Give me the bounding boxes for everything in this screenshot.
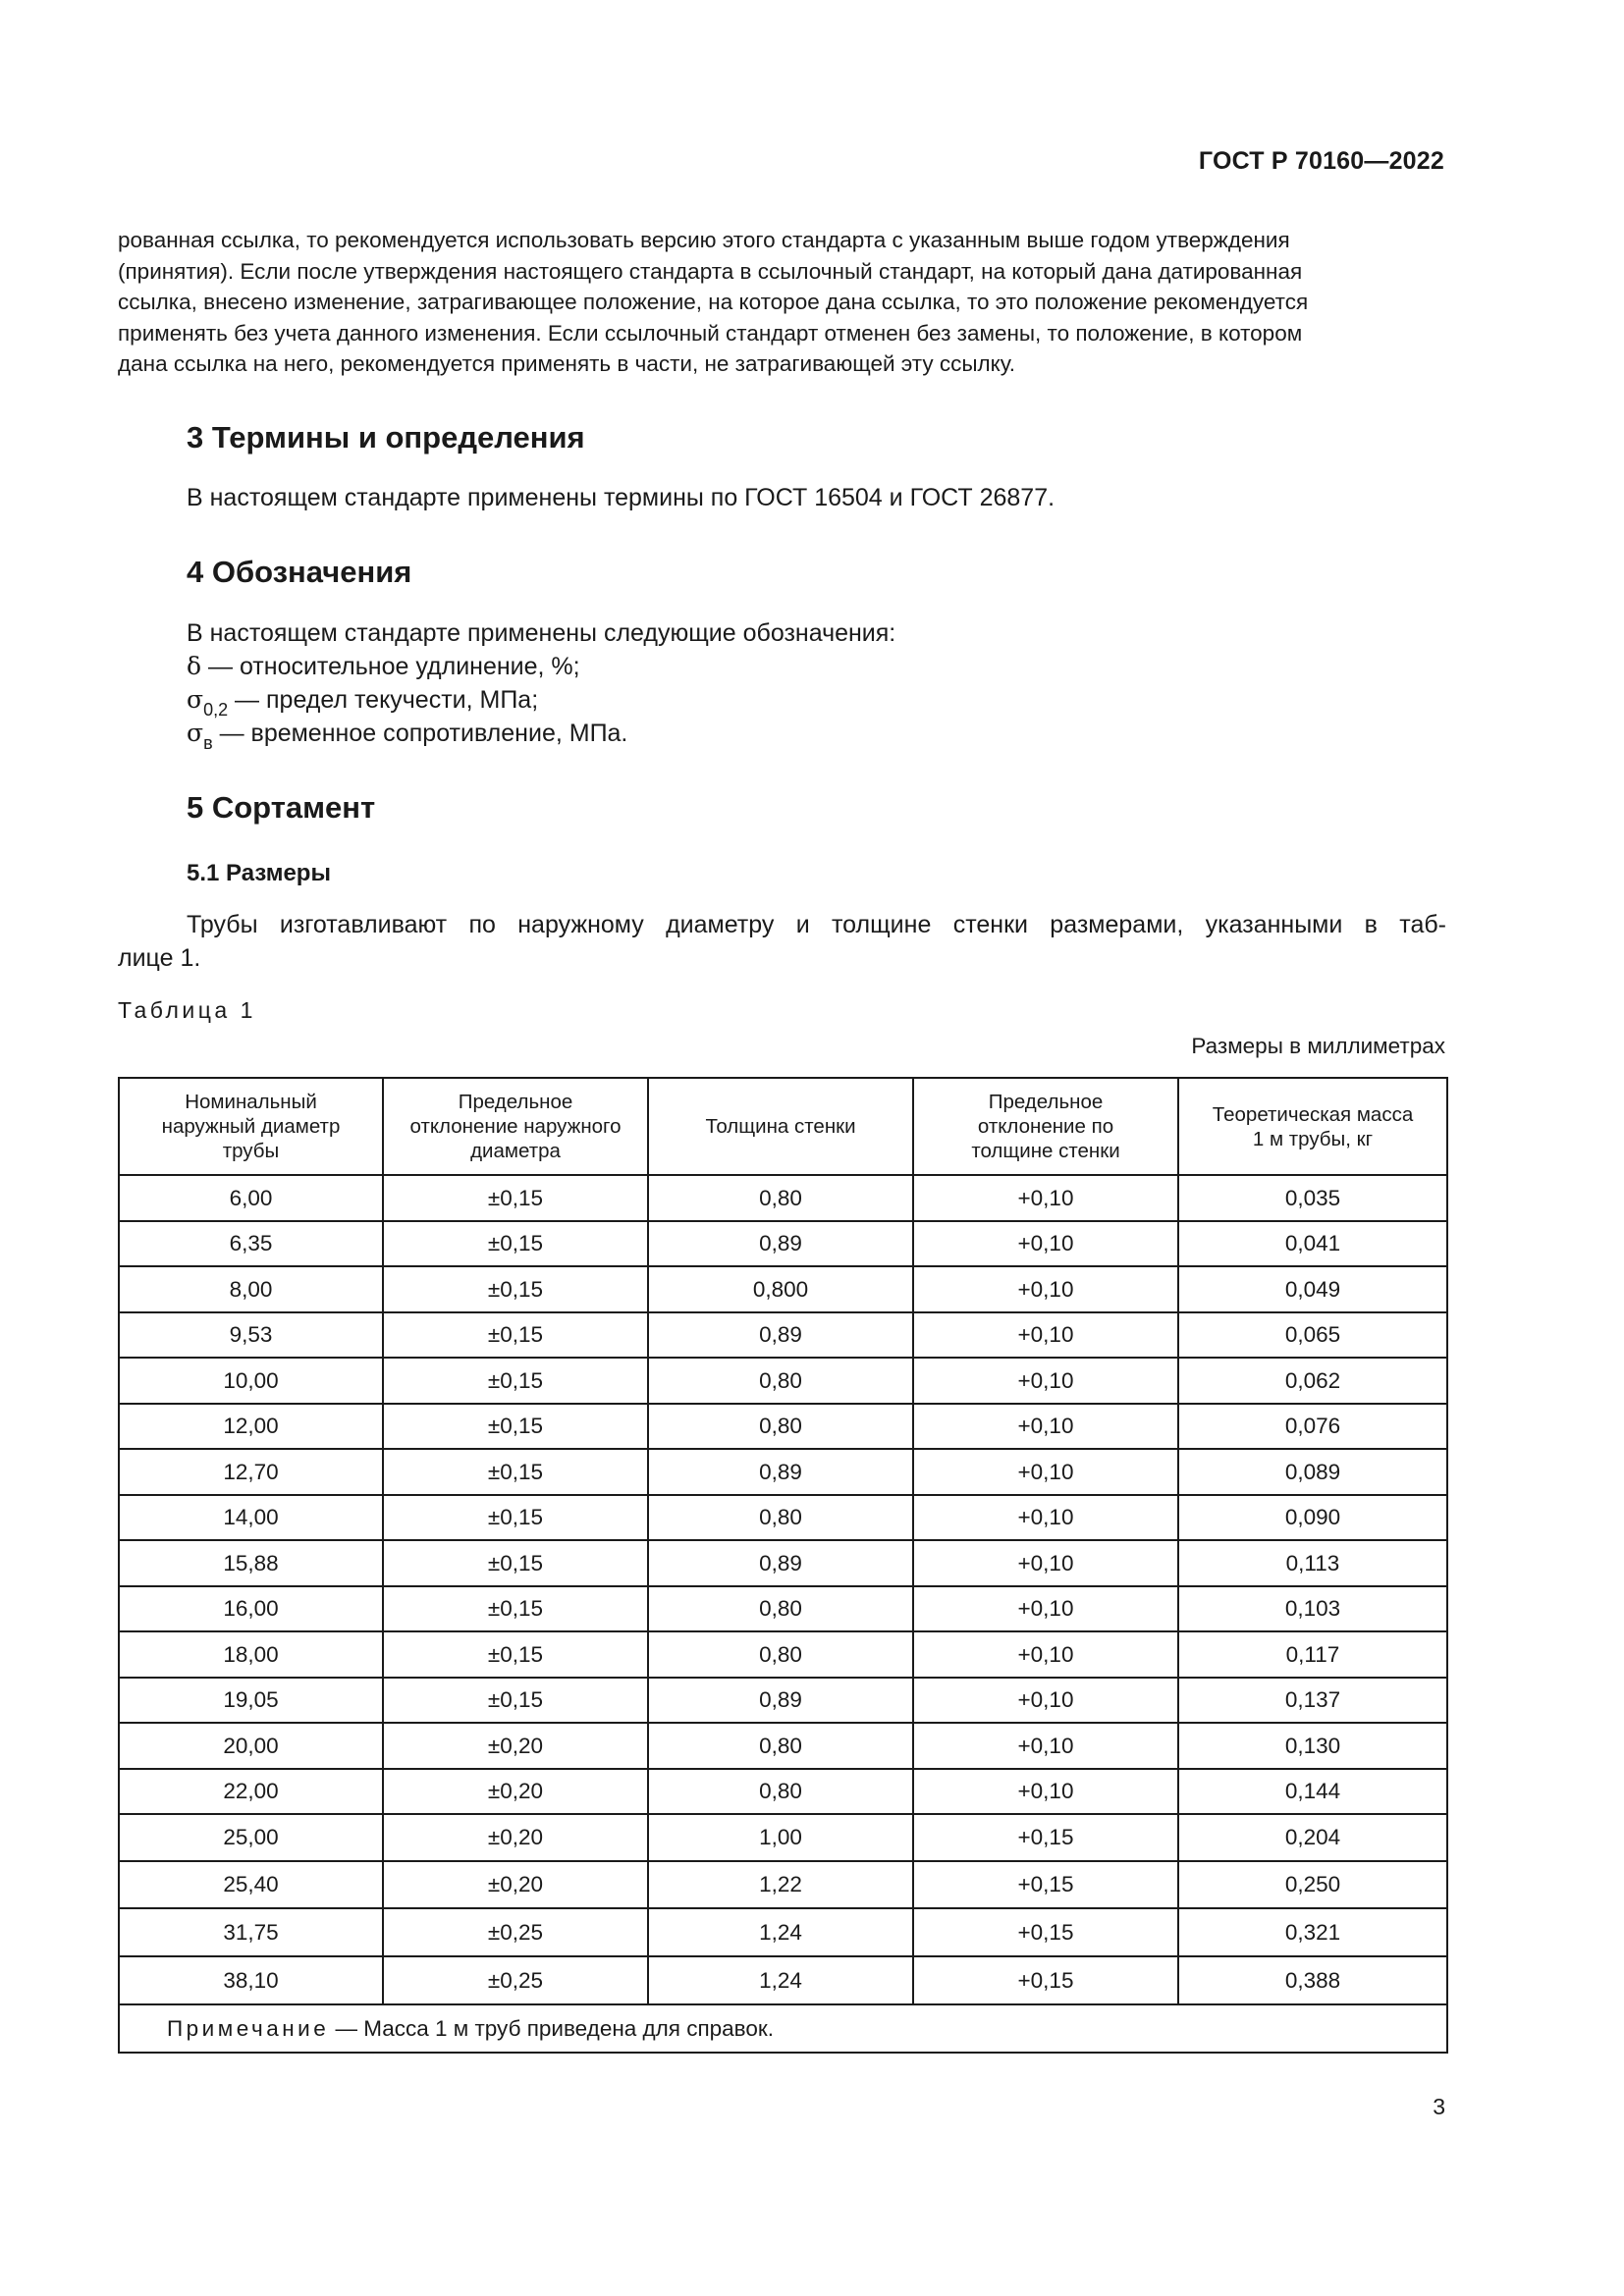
table-row <box>119 1678 1447 1723</box>
table-cell: ±0,15 <box>383 1358 648 1404</box>
table-cell: 31,75 <box>119 1908 383 1956</box>
table-cell: +0,10 <box>913 1312 1178 1358</box>
table-cell: 0,041 <box>1178 1221 1447 1266</box>
table-cell: ±0,15 <box>383 1221 648 1266</box>
table-row <box>119 1586 1447 1631</box>
table-row <box>119 1769 1447 1814</box>
table-cell: ±0,15 <box>383 1586 648 1631</box>
table-cell: 6,35 <box>119 1221 383 1266</box>
table-cell: ±0,25 <box>383 1956 648 2004</box>
table-cell: 25,00 <box>119 1814 383 1861</box>
table-cell: +0,10 <box>913 1175 1178 1221</box>
table-cell: +0,15 <box>913 1908 1178 1956</box>
note-text: — Масса 1 м труб приведена для справок. <box>329 2015 774 2041</box>
table-row <box>119 1956 1447 2004</box>
table-cell: 10,00 <box>119 1358 383 1404</box>
table-cell: 0,117 <box>1178 1631 1447 1678</box>
table-cell: 0,089 <box>1178 1449 1447 1495</box>
table-row <box>119 1221 1447 1266</box>
table-cell: 0,80 <box>648 1769 913 1814</box>
column-header-line: наружный диаметр <box>161 1115 341 1138</box>
table-cell: 1,24 <box>648 1908 913 1956</box>
intro-line: применять без учета данного изменения. Если ссылочный стандарт отменен без замены, то положение, в котором <box>118 320 1303 346</box>
table-cell: ±0,20 <box>383 1723 648 1769</box>
table-cell: 0,89 <box>648 1221 913 1266</box>
column-header-line: отклонение наружного <box>409 1115 622 1138</box>
sigma-symbol: σ <box>187 685 204 714</box>
section-3-text: В настоящем стандарте применены термины по ГОСТ 16504 и ГОСТ 26877. <box>187 484 1056 511</box>
column-header-line: Теоретическая масса <box>1212 1102 1414 1126</box>
table-row <box>119 1814 1447 1861</box>
table-cell: 0,103 <box>1178 1586 1447 1631</box>
section-5-text-line: лице 1. <box>118 944 201 972</box>
table-row <box>119 1861 1447 1908</box>
subsection-5-1-title: 5.1 Размеры <box>187 860 331 886</box>
table-cell: +0,10 <box>913 1221 1178 1266</box>
table-note-row <box>119 2004 1447 2053</box>
table-row <box>119 1404 1447 1449</box>
table-cell: 0,80 <box>648 1358 913 1404</box>
column-header <box>119 1078 383 1175</box>
table-row <box>119 1540 1447 1586</box>
subscript: в <box>203 733 213 753</box>
table-cell: 1,22 <box>648 1861 913 1908</box>
table-cell: 19,05 <box>119 1678 383 1723</box>
table-cell: ±0,15 <box>383 1266 648 1312</box>
table-cell: 1,24 <box>648 1956 913 2004</box>
table-cell: 0,89 <box>648 1449 913 1495</box>
column-header <box>913 1078 1178 1175</box>
table-cell: 0,062 <box>1178 1358 1447 1404</box>
sigma-symbol: σ <box>187 719 204 747</box>
table-row <box>119 1631 1447 1678</box>
table-cell: 0,137 <box>1178 1678 1447 1723</box>
section-5-title: 5 Сортамент <box>187 790 376 825</box>
table-header-row <box>119 1078 1447 1175</box>
table-cell: ±0,15 <box>383 1540 648 1586</box>
table-cell: 0,89 <box>648 1540 913 1586</box>
table-cell: +0,15 <box>913 1956 1178 2004</box>
table-cell: 20,00 <box>119 1723 383 1769</box>
table-cell: 0,800 <box>648 1266 913 1312</box>
table-caption: Таблица 1 <box>118 997 256 1023</box>
table-cell: 16,00 <box>119 1586 383 1631</box>
table-row <box>119 1175 1447 1221</box>
table-note <box>119 2004 1447 2053</box>
intro-line: дана ссылка на него, рекомендуется применять в части, не затрагивающей эту ссылку. <box>118 351 1015 376</box>
table-cell: ±0,15 <box>383 1631 648 1678</box>
table-cell: 0,89 <box>648 1678 913 1723</box>
document-id: ГОСТ Р 70160—2022 <box>1198 147 1444 175</box>
table-cell: ±0,15 <box>383 1449 648 1495</box>
table-cell: 25,40 <box>119 1861 383 1908</box>
table-cell: +0,10 <box>913 1358 1178 1404</box>
table-cell: 0,035 <box>1178 1175 1447 1221</box>
column-header-line: трубы <box>222 1140 280 1162</box>
table-cell: 0,204 <box>1178 1814 1447 1861</box>
column-header <box>383 1078 648 1175</box>
designation-item <box>187 650 580 683</box>
table-cell: 22,00 <box>119 1769 383 1814</box>
designation-item <box>187 683 538 719</box>
column-header <box>1178 1078 1447 1175</box>
section-5-text-line: Трубы изготавливают по наружному диаметру и толщине стенки размерами, указанными в таб- <box>187 911 1446 938</box>
table-cell: 0,113 <box>1178 1540 1447 1586</box>
delta-symbol: δ <box>187 652 202 680</box>
table-cell: 0,321 <box>1178 1908 1447 1956</box>
table-cell: 0,090 <box>1178 1495 1447 1540</box>
table-row <box>119 1495 1447 1540</box>
table-cell: 0,80 <box>648 1404 913 1449</box>
designation-item <box>187 717 627 752</box>
table-cell: 0,130 <box>1178 1723 1447 1769</box>
table-cell: 0,144 <box>1178 1769 1447 1814</box>
page-number: 3 <box>1433 2094 1445 2119</box>
table-cell: ±0,15 <box>383 1312 648 1358</box>
table-row <box>119 1358 1447 1404</box>
table-cell: ±0,15 <box>383 1678 648 1723</box>
intro-paragraph <box>118 225 1446 380</box>
column-header-line: Номинальный <box>185 1091 317 1113</box>
table-cell: 0,049 <box>1178 1266 1447 1312</box>
table-cell: 9,53 <box>119 1312 383 1358</box>
table-cell: ±0,20 <box>383 1814 648 1861</box>
table-row <box>119 1312 1447 1358</box>
table-cell: 0,065 <box>1178 1312 1447 1358</box>
table-cell: 0,250 <box>1178 1861 1447 1908</box>
table-row <box>119 1449 1447 1495</box>
subscript: 0,2 <box>203 700 229 720</box>
column-header-line: диаметра <box>470 1140 561 1162</box>
table-cell: +0,10 <box>913 1678 1178 1723</box>
table-cell: 0,80 <box>648 1631 913 1678</box>
table-cell: ±0,15 <box>383 1495 648 1540</box>
table-cell: 0,80 <box>648 1175 913 1221</box>
table-cell: +0,10 <box>913 1586 1178 1631</box>
column-header-line: Толщина стенки <box>705 1115 856 1138</box>
intro-line: рованная ссылка, то рекомендуется использовать версию этого стандарта с указанным выше годом утверждения <box>118 228 1290 252</box>
table-row <box>119 1723 1447 1769</box>
table-cell: 0,80 <box>648 1723 913 1769</box>
table-cell: +0,15 <box>913 1861 1178 1908</box>
designation-text: — предел текучести, МПа; <box>228 686 539 714</box>
table-cell: ±0,15 <box>383 1404 648 1449</box>
column-header-line: Предельное <box>458 1091 573 1113</box>
table-cell: ±0,20 <box>383 1769 648 1814</box>
table-cell: 0,80 <box>648 1586 913 1631</box>
designation-text: — временное сопротивление, МПа. <box>212 720 628 747</box>
column-header-line: 1 м трубы, кг <box>1252 1127 1374 1150</box>
table-cell: 6,00 <box>119 1175 383 1221</box>
table-cell: 1,00 <box>648 1814 913 1861</box>
table-cell: +0,10 <box>913 1540 1178 1586</box>
dimensions-table <box>118 1077 1448 2054</box>
section-4-intro: В настоящем стандарте применены следующие обозначения: <box>187 619 896 647</box>
table-cell: +0,15 <box>913 1814 1178 1861</box>
intro-line: ссылка, внесено изменение, затрагивающее положение, на которое дана ссылка, то это положение рекомендуется <box>118 290 1309 314</box>
table-row <box>119 1908 1447 1956</box>
column-header-line: отклонение по <box>977 1115 1114 1138</box>
table-cell: +0,10 <box>913 1449 1178 1495</box>
table-cell: 38,10 <box>119 1956 383 2004</box>
table-cell: 12,00 <box>119 1404 383 1449</box>
table-units: Размеры в миллиметрах <box>1191 1034 1445 1058</box>
table-cell: +0,10 <box>913 1631 1178 1678</box>
table-cell: 18,00 <box>119 1631 383 1678</box>
table-cell: +0,10 <box>913 1723 1178 1769</box>
table-cell: 12,70 <box>119 1449 383 1495</box>
table-cell: +0,10 <box>913 1266 1178 1312</box>
table-cell: 0,89 <box>648 1312 913 1358</box>
column-header-line: Предельное <box>988 1091 1104 1113</box>
table-cell: 14,00 <box>119 1495 383 1540</box>
designation-text: — относительное удлинение, %; <box>201 653 580 680</box>
intro-line: (принятия). Если после утверждения настоящего стандарта в ссылочный стандарт, на который дана датированная <box>118 258 1303 284</box>
table-cell: ±0,15 <box>383 1175 648 1221</box>
table-cell: ±0,25 <box>383 1908 648 1956</box>
column-header <box>648 1078 913 1175</box>
table-cell: 0,076 <box>1178 1404 1447 1449</box>
table-row <box>119 1266 1447 1312</box>
table-cell: ±0,20 <box>383 1861 648 1908</box>
table-cell: +0,10 <box>913 1404 1178 1449</box>
table-cell: 15,88 <box>119 1540 383 1586</box>
note-label: Примечание <box>167 2015 330 2041</box>
section-4-title: 4 Обозначения <box>187 555 412 589</box>
column-header-line: толщине стенки <box>971 1140 1120 1162</box>
table-cell: +0,10 <box>913 1769 1178 1814</box>
section-3-title: 3 Термины и определения <box>187 420 585 454</box>
table-cell: 8,00 <box>119 1266 383 1312</box>
table-cell: 0,80 <box>648 1495 913 1540</box>
table-cell: +0,10 <box>913 1495 1178 1540</box>
table-cell: 0,388 <box>1178 1956 1447 2004</box>
